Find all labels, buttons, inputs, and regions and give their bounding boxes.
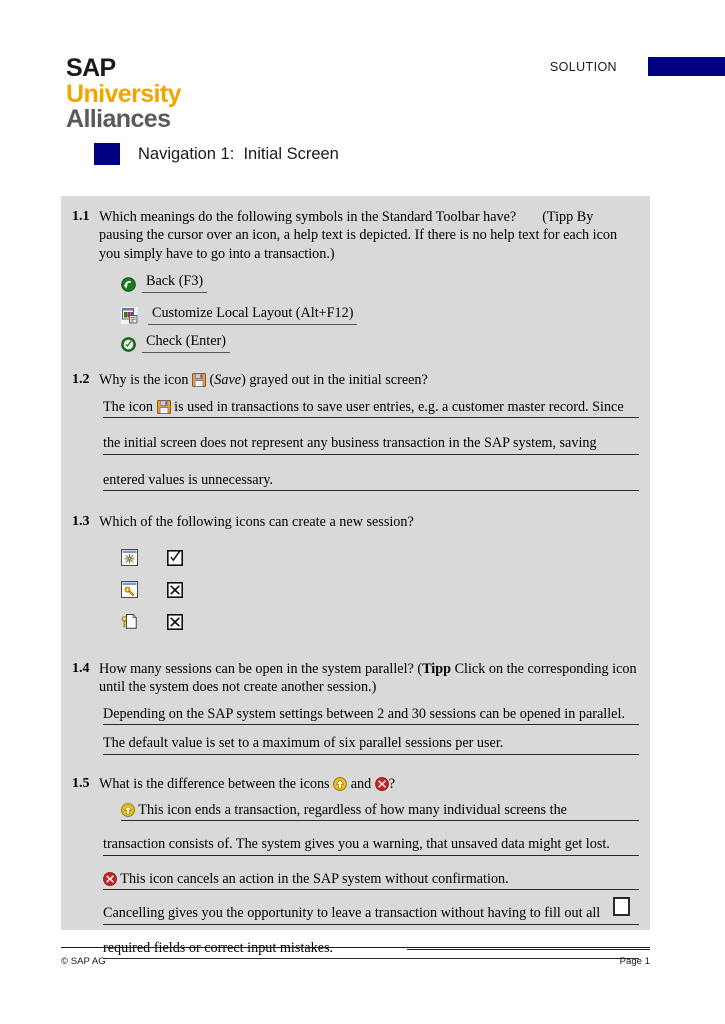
logo-line-alliances: Alliances bbox=[66, 105, 171, 133]
answer-label-customize-layout: Customize Local Layout (Alt+F12) bbox=[148, 305, 357, 325]
question-1-4-text bbox=[99, 660, 639, 697]
answer-1-5-line-3 bbox=[103, 870, 639, 890]
check-green-icon bbox=[121, 337, 136, 352]
logo-line-university: University bbox=[66, 79, 181, 108]
document-title-row bbox=[94, 143, 339, 165]
answer-row-back bbox=[121, 273, 639, 293]
answer-1-5-line-3-text: This icon cancels an action in the SAP system without confirmation. bbox=[120, 870, 509, 887]
question-1-1-text-part1: Which meanings do the following symbols in the Standard Toolbar have? bbox=[99, 209, 517, 225]
question-block-1-1 bbox=[72, 208, 639, 353]
title-bullet-square bbox=[94, 143, 120, 165]
question-1-4-text-pre: How many sessions can be open in the system parallel? ( bbox=[99, 660, 423, 677]
page-title: Navigation 1: Initial Screen bbox=[138, 144, 339, 163]
answer-label-check: Check (Enter) bbox=[142, 333, 230, 353]
answer-1-2-line-2: the initial screen does not represent any business transaction in the SAP system, saving bbox=[103, 434, 639, 454]
footer-divider-secondary bbox=[407, 949, 650, 950]
icon-option-row-3 bbox=[121, 606, 639, 638]
question-1-1-number: 1.1 bbox=[72, 209, 90, 224]
exercise-content-box bbox=[61, 196, 650, 956]
question-1-5-text-pre: What is the difference between the icons bbox=[99, 775, 330, 792]
question-1-5-line bbox=[72, 775, 639, 793]
question-1-3-line bbox=[72, 513, 639, 531]
question-block-1-3 bbox=[72, 513, 639, 637]
sap-university-alliances-logo bbox=[66, 56, 181, 133]
question-1-2-text: Why is the icon (Save) grayed out in the initial screen? bbox=[99, 372, 428, 389]
answer-1-2-line-1-pre: The icon bbox=[103, 398, 154, 415]
question-1-5-text bbox=[99, 775, 639, 793]
question-1-2-number: 1.2 bbox=[72, 372, 90, 388]
question-1-1-text-part2: (Tipp By pausing the cursor over an icon, a help text is depicted. If there is no help text for each icon you simply have to go into a transaction.) bbox=[99, 209, 618, 262]
exit-yellow-up-arrow-icon bbox=[121, 803, 135, 817]
question-1-5-number: 1.5 bbox=[72, 775, 90, 791]
answer-1-2-line-3: entered values is unnecessary. bbox=[103, 471, 639, 491]
answer-row-check bbox=[121, 333, 639, 353]
question-1-3-icon-grid bbox=[121, 542, 639, 638]
answer-1-5-line-1-text: This icon ends a transaction, regardless of how many individual screens the bbox=[138, 801, 567, 818]
answer-1-4 bbox=[103, 705, 639, 755]
question-1-3-text: Which of the following icons can create a new session? bbox=[99, 514, 414, 531]
solution-color-swatch bbox=[648, 57, 725, 76]
icon-option-row-2 bbox=[121, 574, 639, 606]
cancel-red-x-icon bbox=[103, 872, 117, 886]
mark-cross-box bbox=[167, 582, 207, 598]
question-block-1-2 bbox=[72, 371, 639, 491]
answer-1-2-line-1 bbox=[103, 398, 639, 418]
question-1-5-text-post: ? bbox=[388, 775, 396, 792]
answer-1-5 bbox=[103, 801, 639, 959]
back-green-arrow-icon bbox=[121, 277, 136, 292]
solution-label: SOLUTION bbox=[549, 60, 617, 74]
icon-option-row-1 bbox=[121, 542, 639, 574]
cancel-red-x-icon bbox=[375, 777, 389, 791]
footer-divider bbox=[61, 947, 650, 948]
question-1-2-italic-save: Save bbox=[214, 372, 242, 389]
answer-label-back: Back (F3) bbox=[142, 273, 207, 293]
answer-1-5-line-1 bbox=[121, 801, 639, 821]
customize-local-layout-icon bbox=[121, 307, 138, 324]
create-new-session-icon bbox=[121, 549, 167, 566]
question-1-2-line bbox=[72, 371, 639, 389]
footer-page-number: Page 1 bbox=[619, 956, 650, 967]
question-block-1-4 bbox=[72, 660, 639, 755]
answer-1-5-line-2: transaction consists of. The system gives you a warning, that unsaved data might get lost. bbox=[103, 835, 639, 855]
answer-1-5-line-4: Cancelling gives you the opportunity to leave a transaction without having to fill out all bbox=[103, 904, 639, 924]
answer-1-2 bbox=[103, 398, 639, 491]
completion-checkbox[interactable] bbox=[613, 897, 630, 916]
logo-line-sap: SAP bbox=[66, 54, 116, 82]
answer-1-4-line-2: The default value is set to a maximum of six parallel sessions per user. bbox=[103, 734, 639, 754]
page-header bbox=[0, 0, 725, 140]
question-1-4-tipp-bold: Tipp bbox=[422, 660, 452, 677]
save-floppy-icon bbox=[192, 373, 206, 387]
mark-cross-box bbox=[167, 614, 207, 630]
answer-1-5-line-5: required fields or correct input mistakes. bbox=[103, 939, 639, 959]
exit-yellow-up-arrow-icon bbox=[333, 777, 347, 791]
question-1-4-line bbox=[72, 660, 639, 697]
footer-copyright: © SAP AG bbox=[61, 956, 106, 967]
mark-checkmark-box bbox=[167, 550, 207, 566]
question-1-1-text bbox=[99, 208, 639, 263]
question-1-2-text-pre: Why is the icon bbox=[99, 372, 189, 389]
save-floppy-icon bbox=[157, 400, 171, 414]
question-1-3-number: 1.3 bbox=[72, 514, 90, 530]
question-1-4-number: 1.4 bbox=[72, 660, 90, 676]
question-1-5-text-mid: and bbox=[350, 775, 372, 792]
answer-row-customize-layout bbox=[121, 305, 639, 325]
answer-1-2-line-1-post: is used in transactions to save user entries, e.g. a customer master record. Since bbox=[174, 398, 624, 415]
answer-1-4-line-1: Depending on the SAP system settings between 2 and 30 sessions can be opened in parallel. bbox=[103, 705, 639, 725]
generate-shortcut-window-icon bbox=[121, 581, 167, 598]
question-1-4-text-post: Click on the corresponding icon until the system does not create another session.) bbox=[99, 660, 637, 696]
question-1-1-line bbox=[72, 208, 639, 263]
question-block-1-5 bbox=[72, 775, 639, 960]
create-shortcut-icon bbox=[121, 613, 167, 630]
